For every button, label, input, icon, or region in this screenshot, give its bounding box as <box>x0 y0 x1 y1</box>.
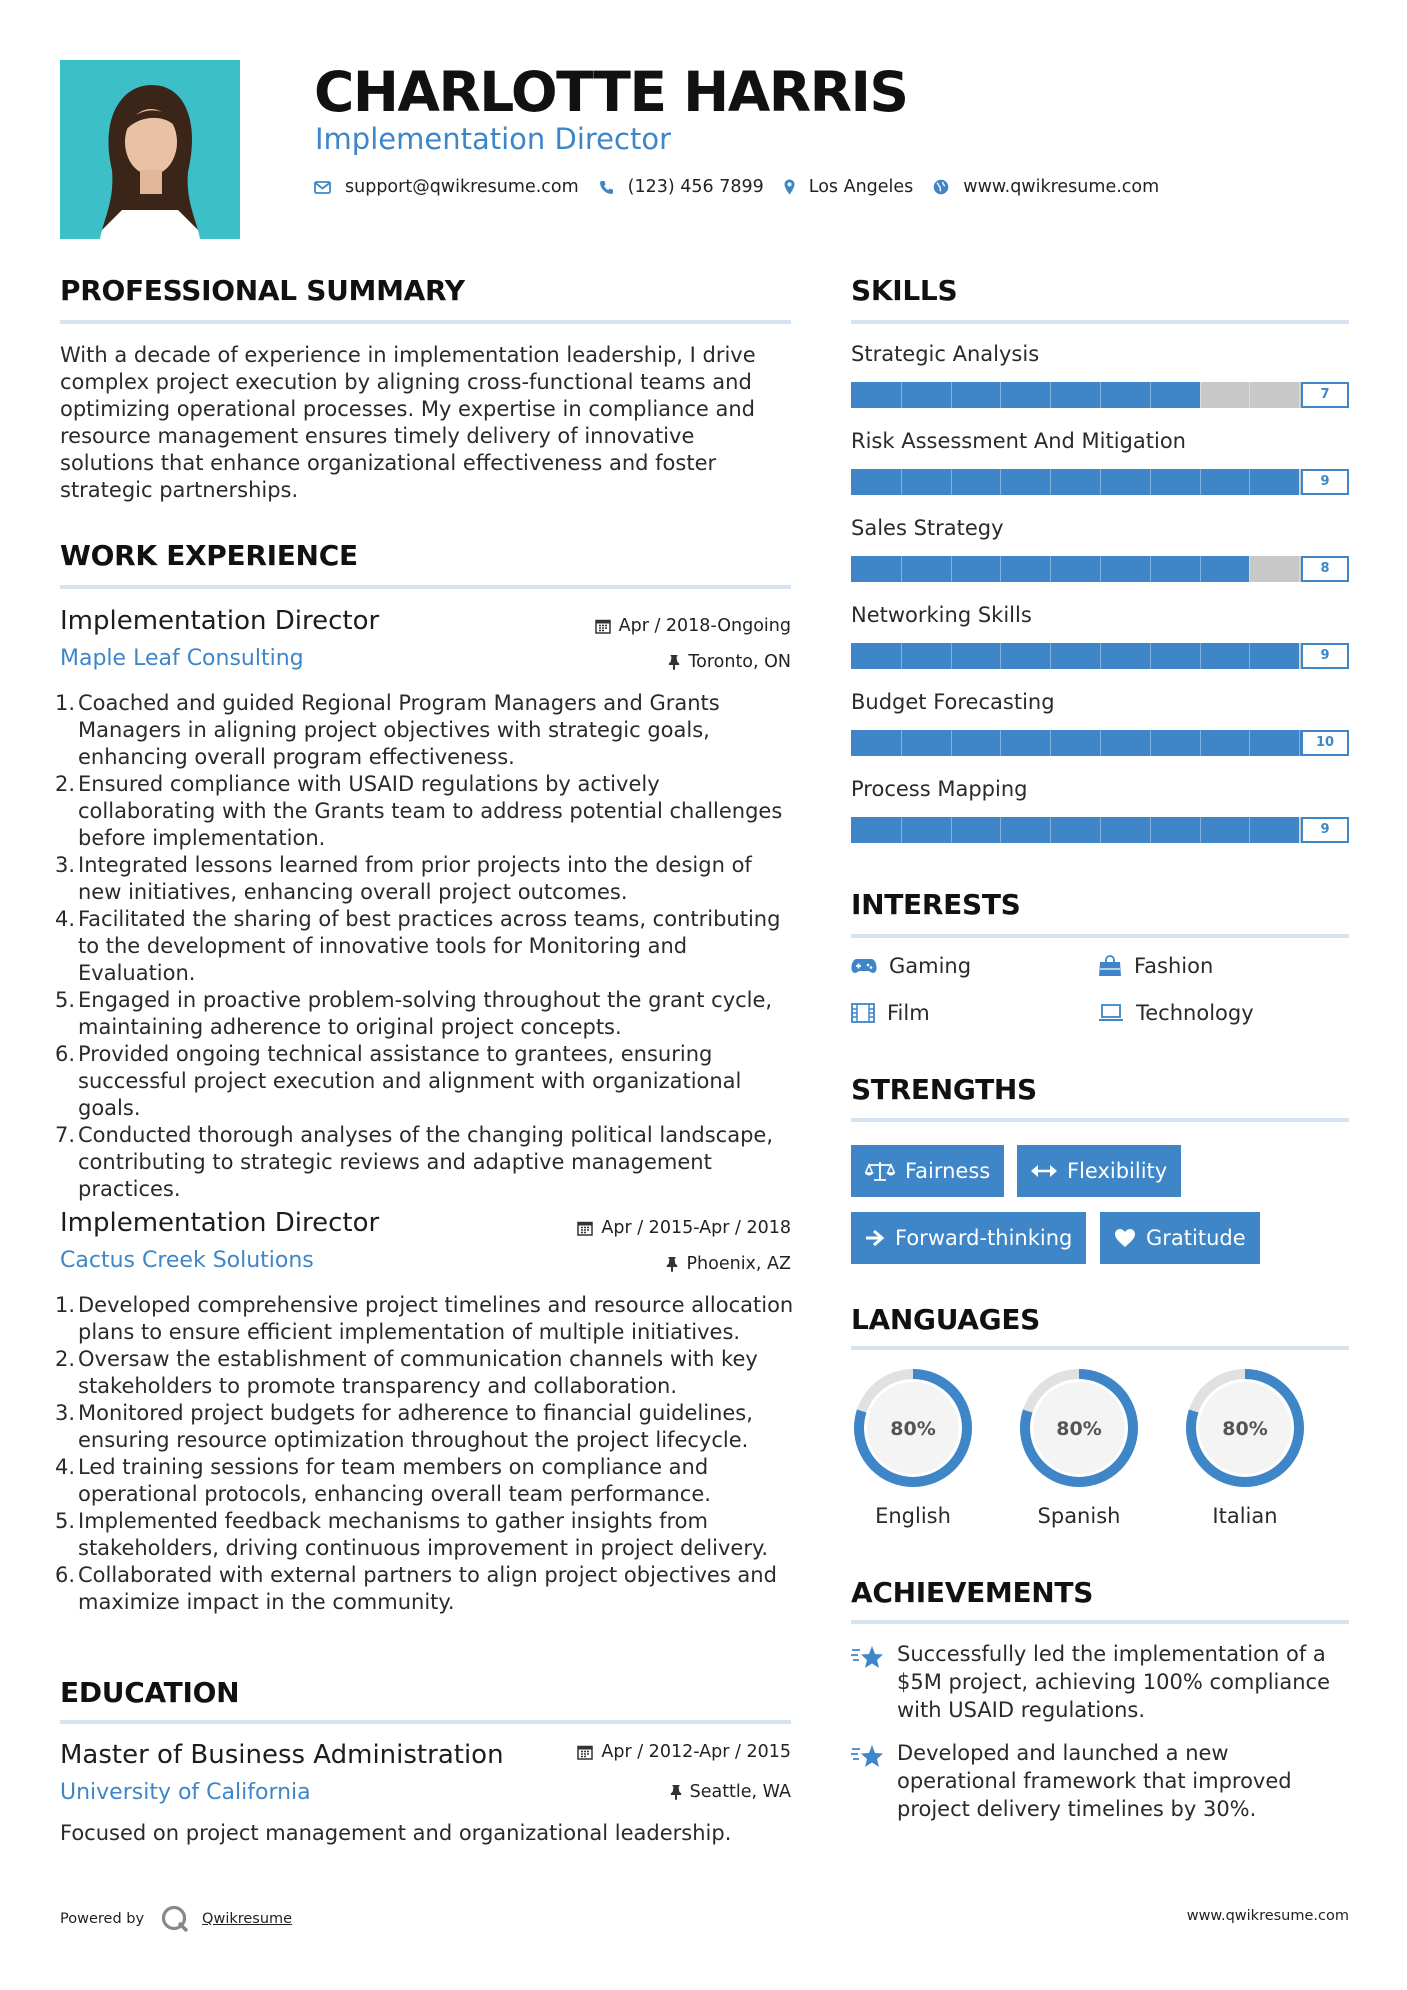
language-percent: 80% <box>1222 1418 1268 1440</box>
skill-bar-segment <box>1050 382 1051 408</box>
job-1-title: Implementation Director <box>60 606 380 636</box>
skill-bar-segment <box>1050 556 1051 582</box>
envelope-icon <box>314 181 331 194</box>
list-item: 6. Provided ongoing technical assistance to grantees, ensuring successful project execution and alignment with organizational goals. <box>55 1042 742 1120</box>
language-percent: 80% <box>1056 1418 1102 1440</box>
languages-divider <box>851 1346 1349 1350</box>
education-divider <box>60 1720 791 1724</box>
job-2-dates: Apr / 2015-Apr / 2018 <box>577 1218 791 1238</box>
summary-heading: PROFESSIONAL SUMMARY <box>60 274 465 307</box>
interest-gaming: Gaming <box>851 954 971 978</box>
skill-label: Strategic Analysis <box>851 342 1040 366</box>
skill-bar-segment <box>1100 382 1101 408</box>
strength-fairness: Fairness <box>851 1145 1004 1197</box>
email-text: support@qwikresume.com <box>345 177 579 197</box>
skill-label: Sales Strategy <box>851 516 1004 540</box>
skill-bar-segment <box>1050 643 1051 669</box>
language-donut <box>851 1366 975 1490</box>
education-degree: Master of Business Administration <box>60 1740 504 1770</box>
profile-photo <box>60 60 240 239</box>
education-heading: EDUCATION <box>60 1676 240 1709</box>
list-item: 5. Implemented feedback mechanisms to gather insights from stakeholders, driving continuous improvement in project delivery. <box>55 1509 769 1560</box>
phone-icon <box>599 180 614 195</box>
skill-bar-segment <box>1200 817 1201 843</box>
star-badge-icon <box>851 1743 887 1771</box>
balance-scale-icon <box>865 1160 895 1182</box>
language-donut <box>1183 1366 1307 1490</box>
skill-bar-segment <box>1150 643 1151 669</box>
skill-bar-segment <box>1200 382 1201 408</box>
skill-bar-fill <box>851 382 1200 408</box>
skills-divider <box>851 320 1349 324</box>
skill-bar-segment <box>1200 556 1201 582</box>
list-item: 6. Collaborated with external partners to align project objectives and maximize impact in the community. <box>55 1563 777 1614</box>
list-item: 7. Conducted thorough analyses of the changing political landscape, contributing to strategic reviews and adaptive management practices. <box>55 1123 774 1201</box>
language-name: Italian <box>1212 1504 1278 1528</box>
language-item <box>1017 1366 1144 1528</box>
skill-bar-segment <box>1150 382 1151 408</box>
skill-bar-segment <box>1249 382 1250 408</box>
skill-bar-segment <box>1299 817 1300 843</box>
summary-text: With a decade of experience in implementation leadership, I drive complex project execution by aligning cross-functional teams and optimizing operational processes. My expertise in compliance and resource management ensures timely delivery of innovative solutions that enhance organizational effectiveness and foster strategic partnerships. <box>60 343 756 502</box>
pushpin-icon <box>670 1784 682 1800</box>
skill-bar-segment <box>1100 817 1101 843</box>
language-item <box>1183 1366 1310 1528</box>
qwikresume-logo-icon <box>160 1904 190 1934</box>
list-item: 1. Coached and guided Regional Program Managers and Grants Managers in aligning project objectives with strategic goals, enhancing overall program effectiveness. <box>55 691 720 769</box>
language-item <box>851 1366 978 1528</box>
skills-heading: SKILLS <box>851 274 958 307</box>
skill-bar-fill <box>851 817 1299 843</box>
skill-row <box>851 516 1349 576</box>
skill-bar-segment <box>1200 469 1201 495</box>
achievement-item: Developed and launched a new operational framework that improved project delivery timelines by 30%. <box>851 1739 1349 1823</box>
strength-forward-thinking: Forward-thinking <box>851 1212 1086 1264</box>
skill-bar-segment <box>1299 730 1300 756</box>
contact-row <box>314 177 1179 197</box>
skill-bar-segment <box>951 556 952 582</box>
skill-label: Networking Skills <box>851 603 1032 627</box>
languages-heading: LANGUAGES <box>851 1303 1041 1336</box>
language-name: Spanish <box>1037 1504 1121 1528</box>
job-2-title: Implementation Director <box>60 1208 380 1238</box>
skill-bar-segment <box>1150 730 1151 756</box>
skill-bar-segment <box>1050 730 1051 756</box>
skill-bar-segment <box>901 730 902 756</box>
pushpin-icon <box>668 654 680 670</box>
powered-by-label: Powered by <box>60 1911 145 1927</box>
skill-row <box>851 690 1349 750</box>
language-donut <box>1017 1366 1141 1490</box>
calendar-icon <box>577 1220 593 1236</box>
skill-bar-segment <box>1249 817 1250 843</box>
education-dates: Apr / 2012-Apr / 2015 <box>577 1742 791 1762</box>
skill-bar-fill <box>851 643 1299 669</box>
skill-bar-segment <box>1100 730 1101 756</box>
skill-bar-segment <box>1000 556 1001 582</box>
achievements-heading: ACHIEVEMENTS <box>851 1576 1094 1609</box>
skill-bar-segment <box>1200 643 1201 669</box>
skill-bar-segment <box>1000 382 1001 408</box>
skill-bar-segment <box>1299 643 1300 669</box>
skill-level-badge: 9 <box>1301 643 1349 669</box>
skill-bar <box>851 382 1349 408</box>
skill-bar <box>851 469 1349 495</box>
skill-bar-segment <box>1150 817 1151 843</box>
skill-bar-segment <box>1150 469 1151 495</box>
list-item: 1. Developed comprehensive project timelines and resource allocation plans to ensure efficient implementation of multiple initiatives. <box>55 1293 794 1344</box>
skill-label: Budget Forecasting <box>851 690 1055 714</box>
contact-email[interactable] <box>314 177 579 197</box>
location-text: Los Angeles <box>808 177 914 197</box>
skill-label: Process Mapping <box>851 777 1028 801</box>
skill-bar-segment <box>1000 643 1001 669</box>
job-1-dates: Apr / 2018-Ongoing <box>595 616 791 636</box>
skill-bar-segment <box>1249 469 1250 495</box>
job-2-location: Phoenix, AZ <box>666 1254 791 1274</box>
brand-link[interactable]: Qwikresume <box>202 1911 293 1927</box>
footer-url[interactable]: www.qwikresume.com <box>1186 1908 1349 1924</box>
list-item: 4. Led training sessions for team members on compliance and operational protocols, enhancing overall team performance. <box>55 1455 711 1506</box>
star-badge-icon <box>851 1644 887 1672</box>
arrow-right-icon <box>865 1229 885 1247</box>
arrows-horizontal-icon <box>1031 1164 1057 1178</box>
skill-bar-segment <box>951 730 952 756</box>
list-item: 2. Ensured compliance with USAID regulations by actively collaborating with the Grants team to address potential challenges before implementation. <box>55 772 783 850</box>
globe-icon <box>933 179 949 195</box>
skill-row <box>851 429 1349 489</box>
skill-bar-segment <box>951 643 952 669</box>
calendar-icon <box>595 618 611 634</box>
list-item: 5. Engaged in proactive problem-solving throughout the grant cycle, maintaining adherence to original project concepts. <box>55 988 773 1039</box>
skill-bar-segment <box>951 817 952 843</box>
website-text: www.qwikresume.com <box>963 177 1160 197</box>
education-school: University of California <box>60 1780 311 1805</box>
interest-fashion: Fashion <box>1098 954 1213 978</box>
language-percent: 80% <box>890 1418 936 1440</box>
skill-bar-segment <box>951 469 952 495</box>
list-item: 3. Integrated lessons learned from prior projects into the design of new initiatives, enhancing overall project outcomes. <box>55 853 752 904</box>
skill-label: Risk Assessment And Mitigation <box>851 429 1186 453</box>
job-2-bullets <box>55 1292 800 1616</box>
candidate-title: Implementation Director <box>315 122 671 156</box>
skill-bar-segment <box>901 469 902 495</box>
education-location: Seattle, WA <box>670 1782 791 1802</box>
interests-divider <box>851 934 1349 938</box>
skill-bar <box>851 643 1349 669</box>
experience-heading: WORK EXPERIENCE <box>60 539 358 572</box>
skill-bar-fill <box>851 469 1299 495</box>
interests-heading: INTERESTS <box>851 888 1021 921</box>
skill-bar <box>851 817 1349 843</box>
laptop-icon <box>1098 1004 1124 1022</box>
shopping-bag-icon <box>1098 955 1122 977</box>
contact-location <box>784 177 914 197</box>
skill-bar-segment <box>1200 730 1201 756</box>
job-1-location: Toronto, ON <box>668 652 791 672</box>
skill-bar-segment <box>1249 556 1250 582</box>
strength-gratitude: Gratitude <box>1100 1212 1260 1264</box>
skill-bar-segment <box>1150 556 1151 582</box>
heart-icon <box>1114 1228 1136 1248</box>
list-item: 3. Monitored project budgets for adherence to financial guidelines, ensuring resource optimization throughout the project lifecycle. <box>55 1401 753 1452</box>
gamepad-icon <box>851 958 877 974</box>
list-item: 2. Oversaw the establishment of communication channels with key stakeholders to promote transparency and collaboration. <box>55 1347 758 1398</box>
skill-row <box>851 777 1349 837</box>
map-marker-icon <box>784 179 795 195</box>
strengths-heading: STRENGTHS <box>851 1073 1037 1106</box>
strength-flexibility: Flexibility <box>1017 1145 1181 1197</box>
interest-technology: Technology <box>1098 1001 1254 1025</box>
skill-bar-segment <box>1000 817 1001 843</box>
skill-bar <box>851 730 1349 756</box>
skill-bar-segment <box>901 556 902 582</box>
strengths-divider <box>851 1118 1349 1122</box>
phone-text: (123) 456 7899 <box>627 177 764 197</box>
skill-bar-segment <box>1000 730 1001 756</box>
experience-divider <box>60 585 791 589</box>
skill-bar-segment <box>1100 643 1101 669</box>
job-2-company: Cactus Creek Solutions <box>60 1248 314 1273</box>
job-1-bullets <box>55 690 800 1203</box>
achievements-divider <box>851 1620 1349 1624</box>
skill-bar-segment <box>1000 469 1001 495</box>
skill-level-badge: 9 <box>1301 469 1349 495</box>
summary-divider <box>60 320 791 324</box>
list-item: 4. Facilitated the sharing of best practices across teams, contributing to the development of innovative tools for Monitoring and Evaluation. <box>55 907 781 985</box>
skill-bar-segment <box>1100 556 1101 582</box>
skill-bar-segment <box>901 382 902 408</box>
skill-level-badge: 9 <box>1301 817 1349 843</box>
calendar-icon <box>577 1744 593 1760</box>
skill-bar-segment <box>1050 469 1051 495</box>
skill-bar-segment <box>901 817 902 843</box>
skill-row <box>851 342 1349 402</box>
skill-bar-segment <box>1299 382 1300 408</box>
skill-row <box>851 603 1349 663</box>
skill-bar-segment <box>1249 643 1250 669</box>
skill-bar-segment <box>1299 469 1300 495</box>
contact-phone[interactable] <box>599 177 764 197</box>
language-name: English <box>875 1504 951 1528</box>
job-1-company: Maple Leaf Consulting <box>60 646 304 671</box>
contact-website[interactable] <box>933 177 1159 197</box>
footer-powered <box>60 1904 292 1934</box>
skill-bar-segment <box>1249 730 1250 756</box>
candidate-name: CHARLOTTE HARRIS <box>314 60 908 124</box>
pushpin-icon <box>666 1256 678 1272</box>
film-icon <box>851 1003 875 1023</box>
skill-bar-segment <box>901 643 902 669</box>
skill-bar-segment <box>1050 817 1051 843</box>
achievement-item: Successfully led the implementation of a $5M project, achieving 100% compliance with USAID regulations. <box>851 1640 1349 1724</box>
skill-level-badge: 7 <box>1301 382 1349 408</box>
skill-level-badge: 8 <box>1301 556 1349 582</box>
skill-bar-segment <box>951 382 952 408</box>
skill-level-badge: 10 <box>1301 730 1349 756</box>
interest-film: Film <box>851 1001 930 1025</box>
education-description: Focused on project management and organizational leadership. <box>60 1821 732 1845</box>
skill-bar-segment <box>1299 556 1300 582</box>
skill-bar-segment <box>1100 469 1101 495</box>
skill-bar <box>851 556 1349 582</box>
